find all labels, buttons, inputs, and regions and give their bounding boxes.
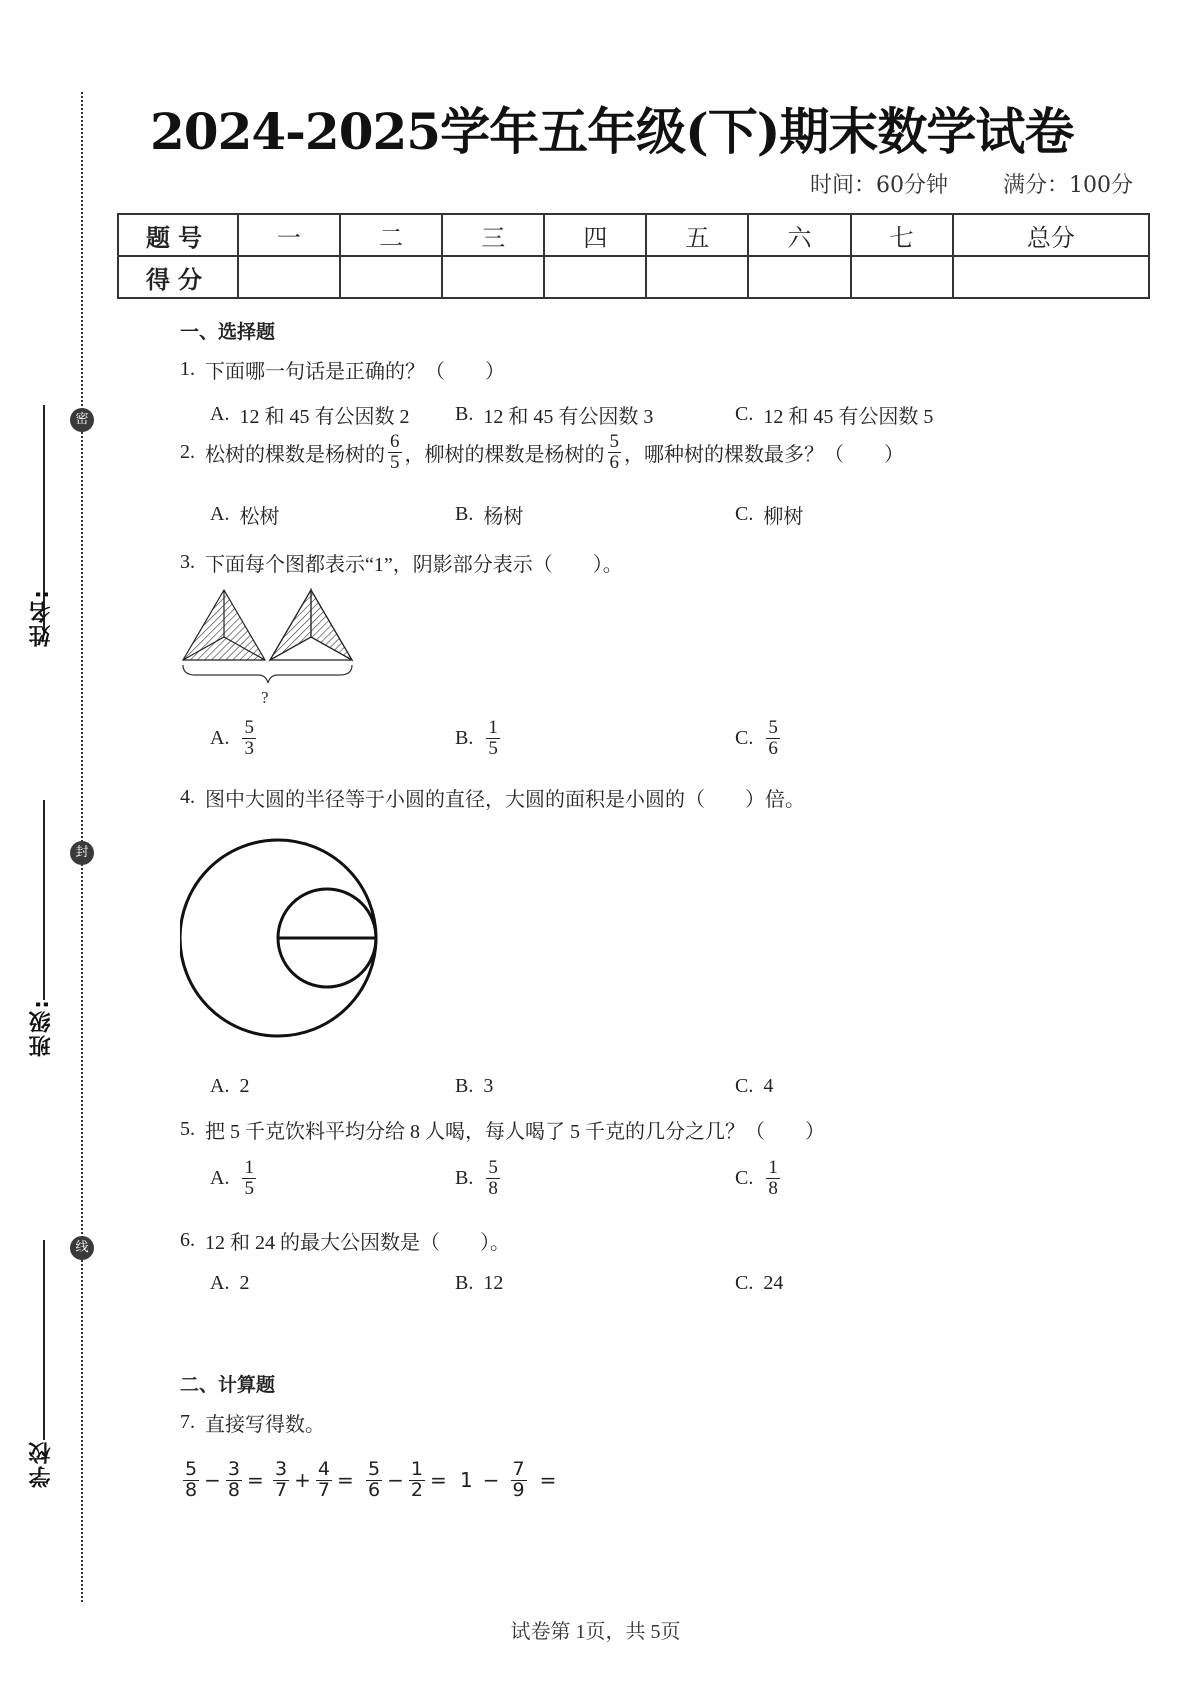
- seal-feng-icon: 封: [70, 841, 94, 865]
- q4-option-a[interactable]: [210, 1075, 249, 1098]
- figure-question-mark: ?: [261, 688, 269, 707]
- calc-expression-1: $\frac{5}{8}$ − $\frac{3}{8}$ =: [185, 1458, 264, 1501]
- exam-time: 时间：60分钟: [810, 173, 948, 198]
- option-label: C.: [735, 1272, 754, 1294]
- option-text: 12: [483, 1272, 504, 1294]
- question-6: [180, 1226, 510, 1255]
- question-number: 7.: [180, 1411, 195, 1433]
- score-cell[interactable]: [340, 256, 442, 298]
- question-2: [180, 432, 904, 473]
- option-text: 12 和 45 有公因数 2: [239, 406, 410, 428]
- option-text: 杨树: [483, 506, 524, 528]
- header-cell: 二: [340, 214, 442, 256]
- fraction: $\frac{6}{5}$: [390, 431, 400, 473]
- q5-option-c[interactable]: [735, 1158, 783, 1199]
- page-footer: 试卷第 1页，共 5页: [510, 1621, 681, 1643]
- question-3: [180, 548, 623, 577]
- header-cell: 总分: [953, 214, 1149, 256]
- fraction: $\frac{5}{6}$: [609, 431, 619, 473]
- option-label: C.: [735, 1166, 754, 1189]
- score-cell[interactable]: [646, 256, 748, 298]
- option-label: A.: [210, 403, 230, 425]
- option-text: 2: [239, 1272, 250, 1294]
- seal-mi-icon: 密: [70, 408, 94, 432]
- option-label: B.: [455, 726, 474, 749]
- option-label: A.: [210, 503, 230, 525]
- school-underline[interactable]: [43, 1240, 45, 1440]
- question-number: 4.: [180, 786, 195, 808]
- header-cell: 一: [238, 214, 340, 256]
- score-table: [117, 213, 1150, 299]
- option-text: 12 和 45 有公因数 5: [763, 406, 934, 428]
- q1-option-a[interactable]: [210, 400, 409, 429]
- question-5: [180, 1115, 825, 1144]
- q5-option-b[interactable]: [455, 1158, 503, 1199]
- header-cell: 四: [544, 214, 646, 256]
- q1-option-b[interactable]: [455, 400, 653, 429]
- q6-option-a[interactable]: [210, 1272, 249, 1295]
- option-text: 12 和 45 有公因数 3: [483, 406, 654, 428]
- full-score: 满分：100分: [1003, 173, 1133, 198]
- q2-option-c[interactable]: [735, 500, 803, 529]
- option-label: A.: [210, 1272, 230, 1294]
- option-label: A.: [210, 1075, 230, 1097]
- option-label: A.: [210, 1166, 230, 1189]
- question-number: 6.: [180, 1229, 195, 1251]
- class-underline[interactable]: [43, 800, 45, 1000]
- question-text: 下面哪一句话是正确的？（ ）: [205, 361, 505, 383]
- name-label: 姓名:: [29, 588, 54, 647]
- question-number: 3.: [180, 551, 195, 573]
- fraction: $\frac{5}{3}$: [244, 717, 254, 759]
- fraction: $\frac{5}{6}$: [768, 717, 778, 759]
- score-cell[interactable]: [442, 256, 544, 298]
- option-text: 柳树: [763, 506, 804, 528]
- q1-option-c[interactable]: [735, 400, 933, 429]
- score-row-label: 得分: [118, 256, 238, 298]
- header-cell: 题号: [118, 214, 238, 256]
- score-row: [118, 256, 1149, 298]
- score-cell[interactable]: [953, 256, 1149, 298]
- option-label: B.: [455, 403, 474, 425]
- option-label: C.: [735, 503, 754, 525]
- q4-option-c[interactable]: [735, 1075, 773, 1098]
- option-label: C.: [735, 726, 754, 749]
- question-text: ，柳树的棵数是杨树的: [404, 443, 605, 466]
- option-text: 松树: [239, 506, 280, 528]
- question-text: 下面每个图都表示“1”，阴影部分表示（ ）。: [205, 554, 623, 576]
- section-title-choice: 一、选择题: [180, 321, 276, 343]
- calc-expression-2: $\frac{3}{7}$ + $\frac{4}{7}$ =: [275, 1458, 354, 1501]
- fraction: $\frac{1}{5}$: [244, 1157, 254, 1199]
- header-cell: 六: [748, 214, 850, 256]
- option-label: B.: [455, 1166, 474, 1189]
- option-text: 2: [239, 1075, 250, 1097]
- class-label: 班级:: [29, 998, 54, 1057]
- q6-option-c[interactable]: [735, 1272, 783, 1295]
- option-text: 3: [483, 1075, 494, 1097]
- fraction: $\frac{1}{5}$: [488, 717, 498, 759]
- option-label: C.: [735, 1075, 754, 1097]
- calc-expression-3: $\frac{5}{6}$ − $\frac{1}{2}$ =: [368, 1458, 447, 1501]
- option-label: B.: [455, 1075, 474, 1097]
- section-title-calculation: 二、计算题: [180, 1374, 276, 1396]
- option-text: 24: [763, 1272, 784, 1294]
- header-cell: 七: [851, 214, 953, 256]
- q2-option-a[interactable]: [210, 500, 279, 529]
- option-text: 4: [763, 1075, 774, 1097]
- header-cell: 五: [646, 214, 748, 256]
- question-text: 把 5 千克饮料平均分给 8 人喝，每人喝了 5 千克的几分之几？（ ）: [205, 1121, 825, 1143]
- q2-option-b[interactable]: [455, 500, 523, 529]
- score-cell[interactable]: [748, 256, 850, 298]
- q3-option-c[interactable]: [735, 718, 783, 759]
- q3-option-b[interactable]: [455, 718, 503, 759]
- question-text: 图中大圆的半径等于小圆的直径，大圆的面积是小圆的（ ）倍。: [205, 789, 805, 811]
- q3-option-a[interactable]: [210, 718, 259, 759]
- option-label: C.: [735, 403, 754, 425]
- circles-figure: [180, 835, 400, 1045]
- score-cell[interactable]: [238, 256, 340, 298]
- question-1: [180, 355, 505, 384]
- header-cell: 三: [442, 214, 544, 256]
- question-number: 5.: [180, 1118, 195, 1140]
- fraction: $\frac{5}{8}$: [488, 1157, 498, 1199]
- option-label: B.: [455, 1272, 474, 1294]
- question-number-row: [118, 214, 1149, 256]
- score-cell[interactable]: [544, 256, 646, 298]
- question-text: 松树的棵数是杨树的: [205, 443, 385, 466]
- question-number: 2.: [180, 440, 195, 463]
- page-title: 2024-2025学年五年级(下)期末数学试卷: [150, 102, 1074, 161]
- question-text: 直接写得数。: [205, 1414, 325, 1436]
- q6-option-b[interactable]: [455, 1272, 503, 1295]
- question-text: ，哪种树的棵数最多？（ ）: [624, 443, 904, 466]
- fraction: $\frac{1}{8}$: [768, 1157, 778, 1199]
- question-4: [180, 783, 805, 812]
- seal-xian-icon: 线: [70, 1236, 94, 1260]
- question-text: 12 和 24 的最大公因数是（ ）。: [205, 1232, 510, 1254]
- q4-option-b[interactable]: [455, 1075, 493, 1098]
- shaded-triangles-figure: [180, 585, 360, 705]
- calc-expression-4: 1 − $\frac{7}{9}$ =: [460, 1458, 557, 1501]
- q5-option-a[interactable]: [210, 1158, 259, 1199]
- score-cell[interactable]: [851, 256, 953, 298]
- option-label: A.: [210, 726, 230, 749]
- school-label: 学校: [29, 1440, 54, 1488]
- question-number: 1.: [180, 358, 195, 380]
- question-7: [180, 1408, 325, 1437]
- option-label: B.: [455, 503, 474, 525]
